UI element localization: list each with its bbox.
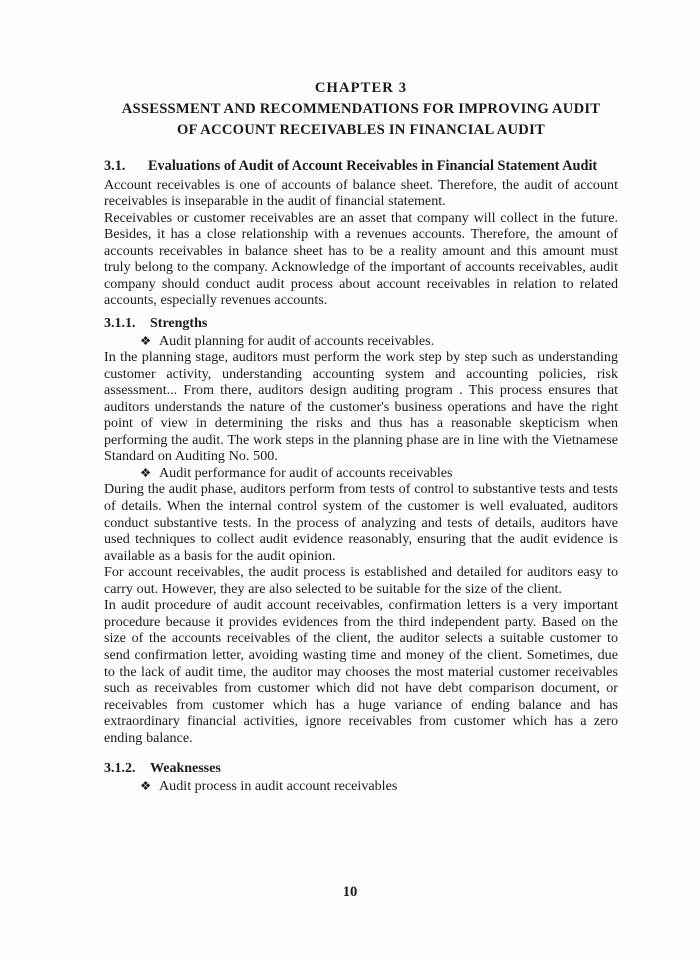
diamond-bullet-icon: ❖	[140, 465, 152, 480]
page-number: 10	[342, 884, 358, 900]
bullet-text-planning: Audit planning for audit of accounts receivables.	[159, 332, 435, 349]
subsection-heading-3-1-1	[104, 316, 618, 333]
subsection-number-3-1-1: 3.1.1.	[104, 315, 136, 331]
bullet-text-audit-process: Audit process in audit account receivables	[159, 777, 398, 794]
chapter-title-line-1: ASSESSMENT AND RECOMMENDATIONS FOR IMPROVING AUDIT	[121, 101, 601, 117]
page-content	[104, 78, 618, 794]
bullet-item	[140, 333, 618, 350]
diamond-bullet-icon: ❖	[140, 778, 152, 793]
bullet-item	[140, 778, 618, 795]
subsection-heading-3-1-2	[104, 761, 618, 778]
bullet-item	[140, 465, 618, 482]
paragraph-3-1-1-planning: In the planning stage, auditors must perform the work step by step such as understanding customer activity, understanding accounting system and accounting policies, risk assessment... From there, auditors design auditing program . This process ensures that auditors understands the nature of the customer's business operations and have the right point of view in determining the risks and thus has a reasonable skepticism when performing the audit. The work steps in the planning phase are in line with the Vietnamese Standard on Auditing No. 500.	[104, 349, 618, 465]
chapter-title-line-2: OF ACCOUNT RECEIVABLES IN FINANCIAL AUDIT	[176, 122, 545, 138]
chapter-label: CHAPTER 3	[314, 80, 408, 96]
subsection-number-3-1-2: 3.1.2.	[104, 761, 136, 777]
section-number-3-1: 3.1.	[104, 158, 126, 174]
chapter-heading-block	[104, 78, 618, 141]
paragraph-3-1-1-confirmation: In audit procedure of audit account receivables, confirmation letters is a very important procedure because it provides evidences from the third independent party. Based on the size of the accounts receivables of the client, the auditor selects a suitable customer to send confirmation letter, avoiding wasting time and money of the client. Sometimes, due to the lack of audit time, the auditor may chooses the most material customer receivables such as receivables from customer which did not have debt comparison document, or receivables from customer which has a huge variance of ending balance and has extraordinary financial activities, ignore receivables from customer which has a zero ending balance.	[104, 597, 618, 746]
diamond-bullet-icon: ❖	[140, 333, 152, 348]
spacer	[104, 309, 618, 316]
section-title-3-1: Evaluations of Audit of Account Receivables in Financial Statement Audit	[148, 158, 598, 174]
bullet-text-performance: Audit performance for audit of accounts receivables	[159, 464, 453, 481]
subsection-title-3-1-2: Weaknesses	[150, 761, 221, 777]
section-heading-3-1	[104, 158, 618, 175]
paragraph-3-1-b: Receivables or customer receivables are an asset that company will collect in the future. Besides, it has a close relationship with a revenues accounts. Therefore, the amount of accounts receivables in balance sheet has to be a reality amount and this amount must truly belong to the company. Acknowledge of the important of accounts receivables, audit company should conduct audit process about account receivables in relation to related accounts, especially revenues accounts.	[104, 209, 618, 309]
spacer	[104, 746, 618, 761]
paragraph-3-1-a: Account receivables is one of accounts of balance sheet. Therefore, the audit of account receivables is inseparable in the audit of financial statement.	[104, 176, 618, 210]
subsection-title-3-1-1: Strengths	[150, 315, 208, 331]
paragraph-3-1-1-performance: During the audit phase, auditors perform from tests of control to substantive tests and tests of details. When the internal control system of the customer is well evaluated, auditors conduct substantive tests. In the process of analyzing and tests of details, auditors have used techniques to collect audit evidence reasonably, ensuring that the audit evidence is available as a basis for the audit opinion.	[104, 481, 618, 564]
paragraph-3-1-1-process: For account receivables, the audit process is established and detailed for auditors easy to carry out. However, they are also selected to be suitable for the size of the client.	[104, 564, 618, 597]
